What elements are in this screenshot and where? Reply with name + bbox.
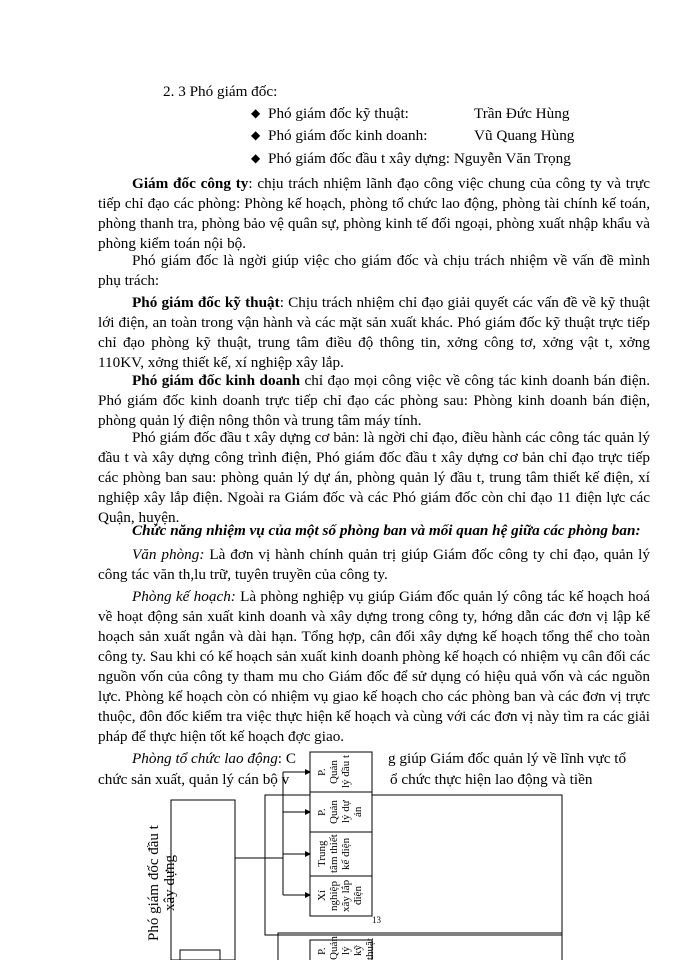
paragraph-hr-line2: chức sản xuất, quản lý cán bộ v [98,771,290,788]
paragraph-text: Là đơn vị hành chính quản trị giúp Giám đốc công ty chỉ đạo, quản lý công tác văn th,lu trữ, tuyên truyền của công ty. [98,546,650,583]
paragraph-text: : C [277,750,296,767]
director-role: Phó giám đốc kỹ thuật: [268,105,409,122]
unit-label: Trung tâm thiết kế điện [316,834,352,874]
deputy-label: Phó giám đốc đầu t xây dựng [146,825,178,941]
director-role: Phó giám đốc đầu t xây dựng: Nguyễn Văn Trọng [268,150,571,167]
director-role: Phó giám đốc kinh doanh: [268,127,428,144]
page-number: 13 [372,915,381,925]
unit-label: P. Quản lý đầu t [316,755,352,789]
paragraph-hr-line1-tail: g giúp Giám đốc quản lý về lĩnh vực tổ [388,750,627,767]
bullet-icon: ◆ [251,151,261,165]
term-bold: Giám đốc công ty [132,175,249,192]
unit-label: P. Quản lý kỹ thuật [316,936,376,960]
term-italic: Phòng tổ chức lao động [132,750,278,767]
unit-label: P. Quản lý dự án [316,800,364,824]
unit-label: Xí nghiệp xây lắp điện [316,879,364,913]
paragraph-text: Là phòng nghiệp vụ giúp Giám đốc quản lý công tác kế hoạch hoá về hoạt động sản xuất kinh doanh và xây dựng trong công ty, hớng dẫn các đơn vị lập kế hoạch sản xuất ngắn và dài hạn. Tổng hợp, cân đối xây dựng kế hoạch tổng thể cho toàn công ty. Sau khi có kế hoạch sản xuất kinh doanh phòng kế hoạch có nhiệm vụ cân đối các nguồn vốn của công ty tham mu cho Giám đốc để sử dụng có hiệu quả vốn và các nguồn lực. Phòng kế hoạch còn có nhiệm vụ giao kế hoạch cho các phòng ban và các đơn vị trực thuộc, đôn đốc kiểm tra việc thực hiện kế hoạch và cùng với các đơn vị này tìm ra các giải pháp để thực hiện tốt kế hoạch đợc giao. [98,588,650,745]
term-bold: Phó giám đốc kỹ thuật [132,294,280,311]
section-subheading: Chức năng nhiệm vụ của một số phòng ban và mối quan hệ giữa các phòng ban: [132,522,641,539]
paragraph-text: Phó giám đốc đầu t xây dựng cơ bản: là ngời chỉ đạo, điều hành các công tác quản lý đầu t và xây dựng công trình điện, Phó giám đốc đầu t xây dựng cơ bản chỉ đạo trực tiếp các phòng ban sau: phòng quản lý dự án, phòng quản lý đầu t, trung tâm thiết kế điện, xí nghiệp xây lắp điện. Ngoài ra Giám đốc và các Phó giám đốc còn chỉ đạo 11 điện lực các Quận, huyện. [98,429,650,526]
section-heading: 2. 3 Phó giám đốc: [163,83,278,100]
paragraph-text: Phó giám đốc là ngời giúp việc cho giám đốc và chịu trách nhiệm về vấn đề mình phụ trách: [98,252,650,289]
term-italic: Phòng kế hoạch: [132,588,236,605]
director-name: Trần Đức Hùng [474,105,570,122]
paragraph-hr-line2-tail: ổ chức thực hiện lao động và tiền [390,771,593,788]
term-bold: Phó giám đốc kinh doanh [132,372,301,389]
term-italic: Văn phòng: [132,546,205,563]
paragraph-text: : Chịu trách nhiệm chỉ đạo giải quyết các vấn đề về kỹ thuật lới điện, an toàn trong vận hành và các mặt sản xuất khác. Phó giám đốc kỹ thuật trực tiếp chỉ đạo phòng kỹ thuật, trung tâm điều độ thông tin, xởng công tơ, xởng vật t, xởng 110KV, xởng thiết kế, xí nghiệp xây lắp. [98,294,650,371]
paragraph-text: : chịu trách nhiệm lãnh đạo công việc chung của công ty và trực tiếp chỉ đạo các phòng: Phòng kế hoạch, phòng tổ chức lao động, phòng tài chính kế toán, phòng thanh tra, phòng bảo vệ quân sự, phòng kinh tế đối ngoại, phòng xuất nhập khẩu và phòng kiểm toán nội bộ. [98,175,651,252]
bullet-icon: ◆ [251,106,261,120]
director-name: Vũ Quang Hùng [474,127,575,144]
bullet-icon: ◆ [251,128,261,142]
paragraph-text: chỉ đạo mọi công việc về công tác kinh doanh bán điện. Phó giám đốc kinh doanh trực tiếp chỉ đạo các phòng sau: Phòng kinh doanh bán điện, phòng quản lý điện nông thôn và trung tâm máy tính. [98,372,650,429]
